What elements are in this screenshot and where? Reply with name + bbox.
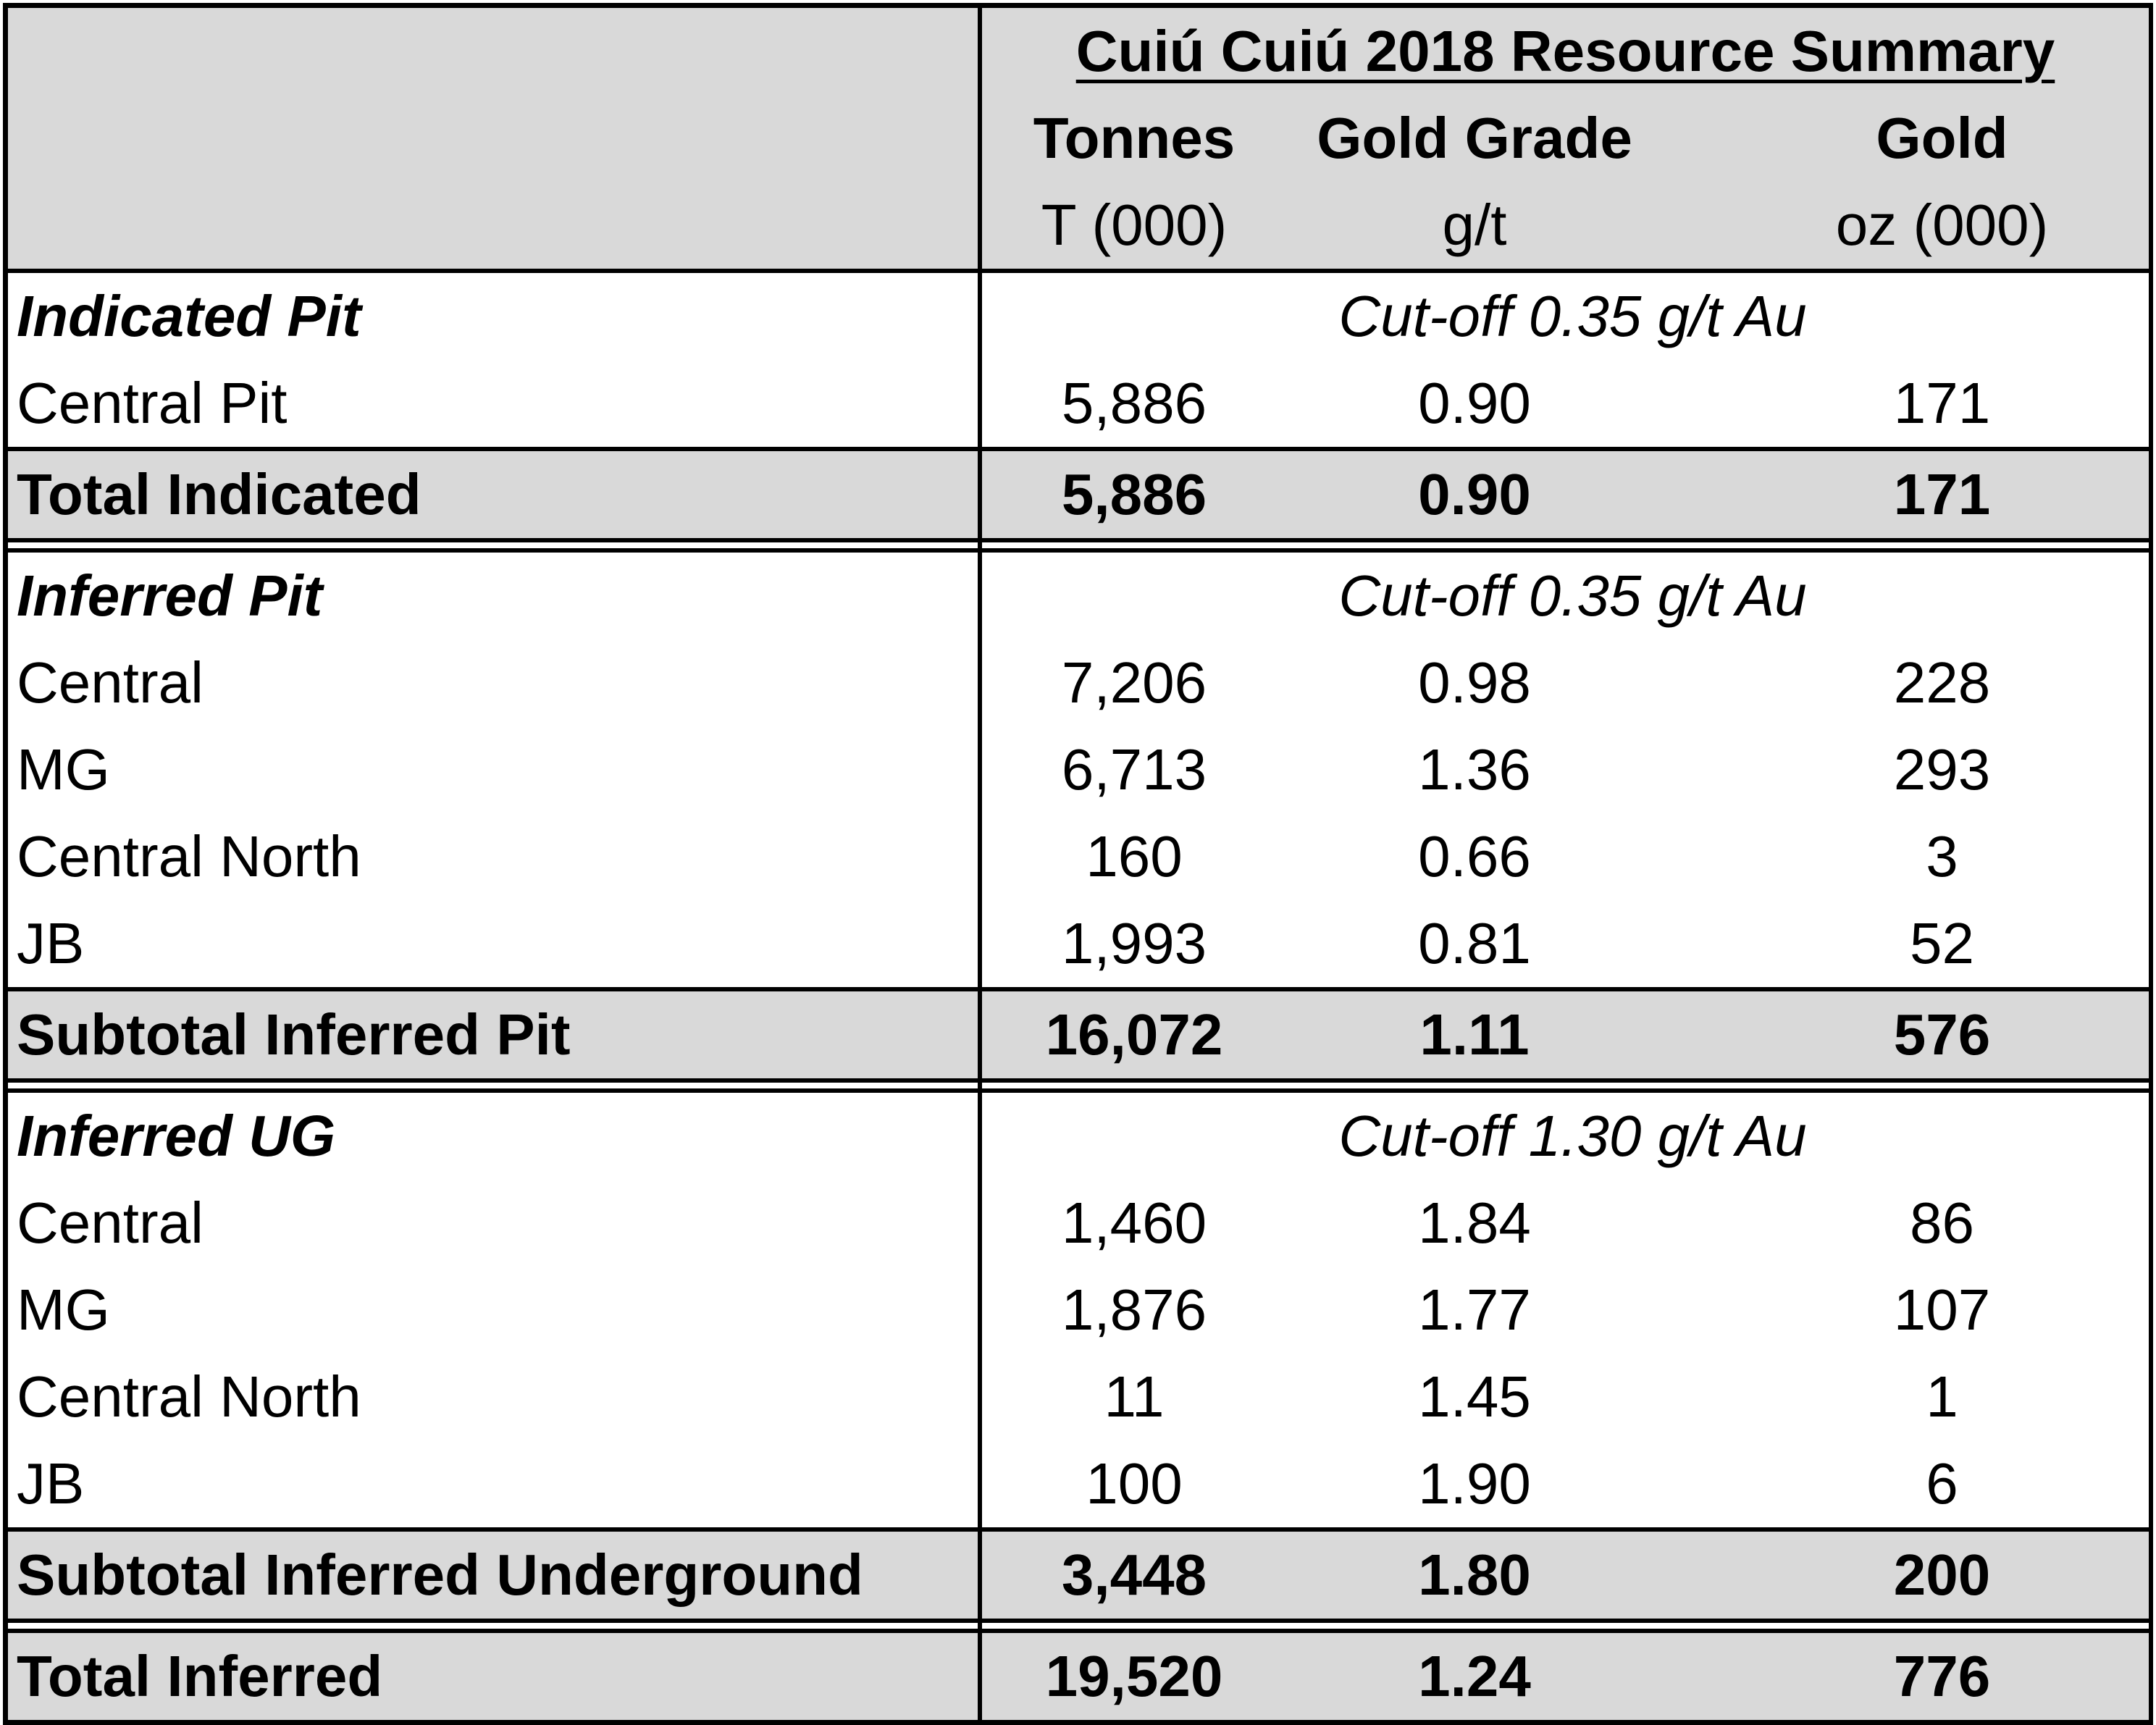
total-tonnes: 5,886 (982, 447, 1286, 542)
row-gold: 107 (1663, 1267, 2153, 1353)
row-name: Central (3, 1180, 982, 1267)
row-name: MG (3, 1267, 982, 1353)
row-name: Central North (3, 1353, 982, 1440)
row-grade: 1.84 (1418, 1191, 1531, 1255)
row-gold: 293 (1663, 726, 2153, 813)
row-name: Central (3, 639, 982, 726)
grand-total-name: Total Inferred (3, 1629, 982, 1725)
total-gold: 200 (1663, 1527, 2153, 1623)
row-gold: 228 (1663, 639, 2153, 726)
column-header-gold: Gold (1663, 95, 2153, 182)
total-name: Subtotal Inferred Underground (3, 1527, 982, 1623)
section-label: Inferred Pit (3, 548, 982, 639)
row-grade: 1.77 (1418, 1277, 1531, 1342)
section-label: Inferred UG (3, 1088, 982, 1180)
total-grade: 1.80 (1286, 1527, 1663, 1623)
section-label: Indicated Pit (3, 273, 982, 360)
total-gold: 171 (1663, 447, 2153, 542)
row-tonnes: 6,713 (1061, 737, 1207, 802)
header-blank-cell (3, 3, 982, 95)
table-row (3, 726, 2153, 813)
total-tonnes: 16,072 (982, 987, 1286, 1083)
row-tonnes: 5,886 (1061, 371, 1207, 435)
table-row (3, 1267, 2153, 1353)
row-grade: 1.45 (1418, 1364, 1531, 1429)
row-name: JB (3, 1440, 982, 1527)
header-blank-cell (3, 182, 982, 273)
total-grade: 0.90 (1286, 447, 1663, 542)
table-row (3, 639, 2153, 726)
row-grade: 0.81 (1418, 911, 1531, 975)
total-gold: 576 (1663, 987, 2153, 1083)
row-gold: 3 (1663, 813, 2153, 900)
row-tonnes: 11 (1104, 1364, 1165, 1429)
total-row (3, 987, 2153, 1083)
row-gold: 6 (1663, 1440, 2153, 1527)
row-tonnes: 7,206 (1061, 650, 1207, 715)
column-header-gold-grade: Gold Grade (1286, 95, 1663, 182)
grand-total-tonnes: 19,520 (982, 1629, 1286, 1725)
row-tonnes: 160 (1086, 824, 1183, 889)
row-grade: 0.66 (1418, 824, 1531, 889)
row-tonnes: 1,460 (1061, 1191, 1207, 1255)
row-tonnes: 1,876 (1061, 1277, 1207, 1342)
row-gold: 86 (1663, 1180, 2153, 1267)
resource-summary-sheet (3, 3, 2153, 1708)
row-name: JB (3, 900, 982, 987)
row-tonnes: 100 (1086, 1451, 1183, 1516)
cutoff-note: Cut-off 1.30 g/t Au (982, 1088, 2153, 1180)
column-unit-tonnes: T (000) (982, 182, 1286, 273)
table-title: Cuiú Cuiú 2018 Resource Summary (982, 3, 2153, 95)
resource-summary-table (3, 3, 2153, 1725)
header-title-row (3, 3, 2153, 95)
total-name: Subtotal Inferred Pit (3, 987, 982, 1083)
row-grade: 0.98 (1418, 650, 1531, 715)
double-rule-spacer (3, 1083, 2153, 1088)
total-grade: 1.11 (1286, 987, 1663, 1083)
row-name: MG (3, 726, 982, 813)
cutoff-note: Cut-off 0.35 g/t Au (982, 548, 2153, 639)
grand-total-gold: 776 (1663, 1629, 2153, 1725)
row-name: Central North (3, 813, 982, 900)
table-row (3, 1180, 2153, 1267)
total-row (3, 1527, 2153, 1623)
section-header-row (3, 548, 2153, 639)
row-gold: 1 (1663, 1353, 2153, 1440)
row-tonnes: 1,993 (1061, 911, 1207, 975)
grand-total-row (3, 1629, 2153, 1725)
row-gold: 52 (1663, 900, 2153, 987)
column-header-tonnes: Tonnes (982, 95, 1286, 182)
cutoff-note: Cut-off 0.35 g/t Au (982, 273, 2153, 360)
total-row (3, 447, 2153, 542)
table-row (3, 360, 2153, 447)
table-row (3, 900, 2153, 987)
column-unit-gold: oz (000) (1663, 182, 2153, 273)
header-label-row (3, 95, 2153, 182)
column-unit-gold-grade: g/t (1286, 182, 1663, 273)
double-rule-spacer (3, 542, 2153, 548)
row-grade: 1.90 (1418, 1451, 1531, 1516)
section-header-row (3, 1088, 2153, 1180)
row-name: Central Pit (3, 360, 982, 447)
row-gold: 171 (1663, 360, 2153, 447)
row-grade: 0.90 (1418, 371, 1531, 435)
double-rule-spacer (3, 1623, 2153, 1629)
header-unit-row (3, 182, 2153, 273)
table-row (3, 1353, 2153, 1440)
grand-total-grade: 1.24 (1286, 1629, 1663, 1725)
table-row (3, 813, 2153, 900)
total-tonnes: 3,448 (982, 1527, 1286, 1623)
table-row (3, 1440, 2153, 1527)
header-blank-cell (3, 95, 982, 182)
row-grade: 1.36 (1418, 737, 1531, 802)
section-header-row (3, 273, 2153, 360)
total-name: Total Indicated (3, 447, 982, 542)
